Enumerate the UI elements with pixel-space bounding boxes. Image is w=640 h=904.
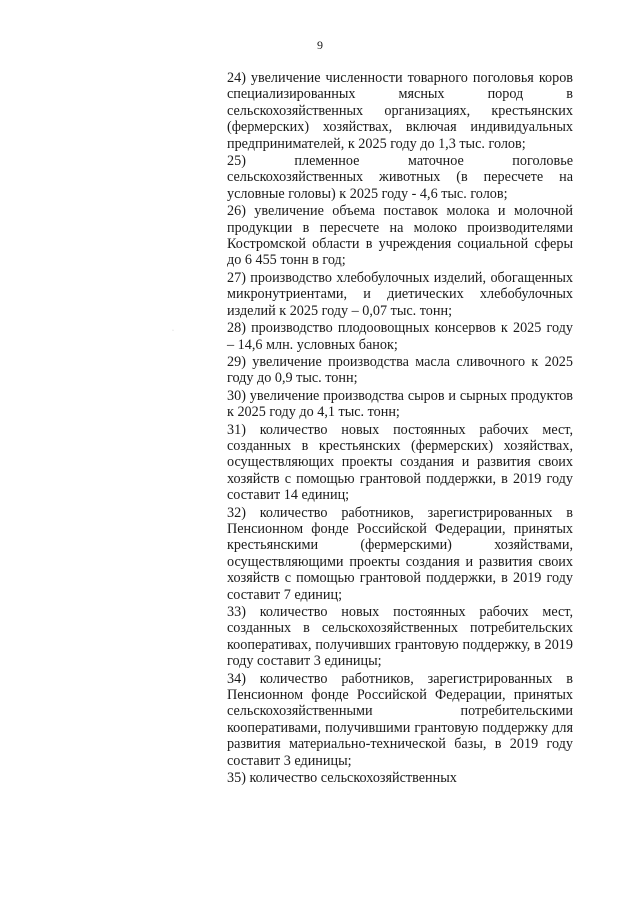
list-item: 29) увеличение производства масла сливочного к 2025 году до 0,9 тыс. тонн; xyxy=(227,353,573,387)
list-item: 30) увеличение производства сыров и сырных продуктов к 2025 году до 4,1 тыс. тонн; xyxy=(227,387,573,421)
list-item: 35) количество сельскохозяйственных xyxy=(227,770,457,787)
list-item: 32) количество работников, зарегистрированных в Пенсионном фонде Российской Федерации, принятых крестьянскими (фермерскими) хозяйствами, осуществляющими проекты создания и развития своих хозяйств с помощью грантовой поддержки, в 2019 году составит 7 единиц; xyxy=(227,504,573,603)
document-body xyxy=(227,70,573,787)
list-item: 26) увеличение объема поставок молока и молочной продукции в пересчете на молоко производителями Костромской области в учреждения социальной сферы до 6 455 тонн в год; xyxy=(227,203,573,269)
list-item: 31) количество новых постоянных рабочих мест, созданных в крестьянских (фермерских) хозяйствах, осуществляющих проекты создания и развития своих хозяйств с помощью грантовой поддержки, в 2019 году составит 14 единиц; xyxy=(227,421,573,504)
page-number: 9 xyxy=(317,38,323,52)
list-item: 27) производство хлебобулочных изделий, обогащенных микронутриентами, и диетических хлебобулочных изделий к 2025 году – 0,07 тыс. тонн; xyxy=(227,269,573,319)
list-item: 34) количество работников, зарегистрированных в Пенсионном фонде Российской Федерации, принятых сельскохозяйственными потребительскими кооперативами, получившими грантовую поддержку для развития материально-технической базы, в 2019 году составит 3 единицы; xyxy=(227,670,573,769)
list-item: 33) количество новых постоянных рабочих мест, созданных в сельскохозяйственных потребительских кооперативах, получивших грантовую поддержку, в 2019 году составит 3 единицы; xyxy=(227,604,573,670)
list-item: 24) увеличение численности товарного поголовья коров специализированных мясных пород в сельскохозяйственных организациях, крестьянских (фермерских) хозяйствах, включая индивидуальных предпринимателей, к 2025 году до 1,3 тыс. голов; xyxy=(227,70,573,152)
scan-artifact: · xyxy=(172,328,174,334)
list-item: 28) производство плодоовощных консервов к 2025 году – 14,6 млн. условных банок; xyxy=(227,320,573,353)
list-item: 25) племенное маточное поголовье сельскохозяйственных животных (в пересчете на условные головы) к 2025 году - 4,6 тыс. голов; xyxy=(227,153,573,202)
